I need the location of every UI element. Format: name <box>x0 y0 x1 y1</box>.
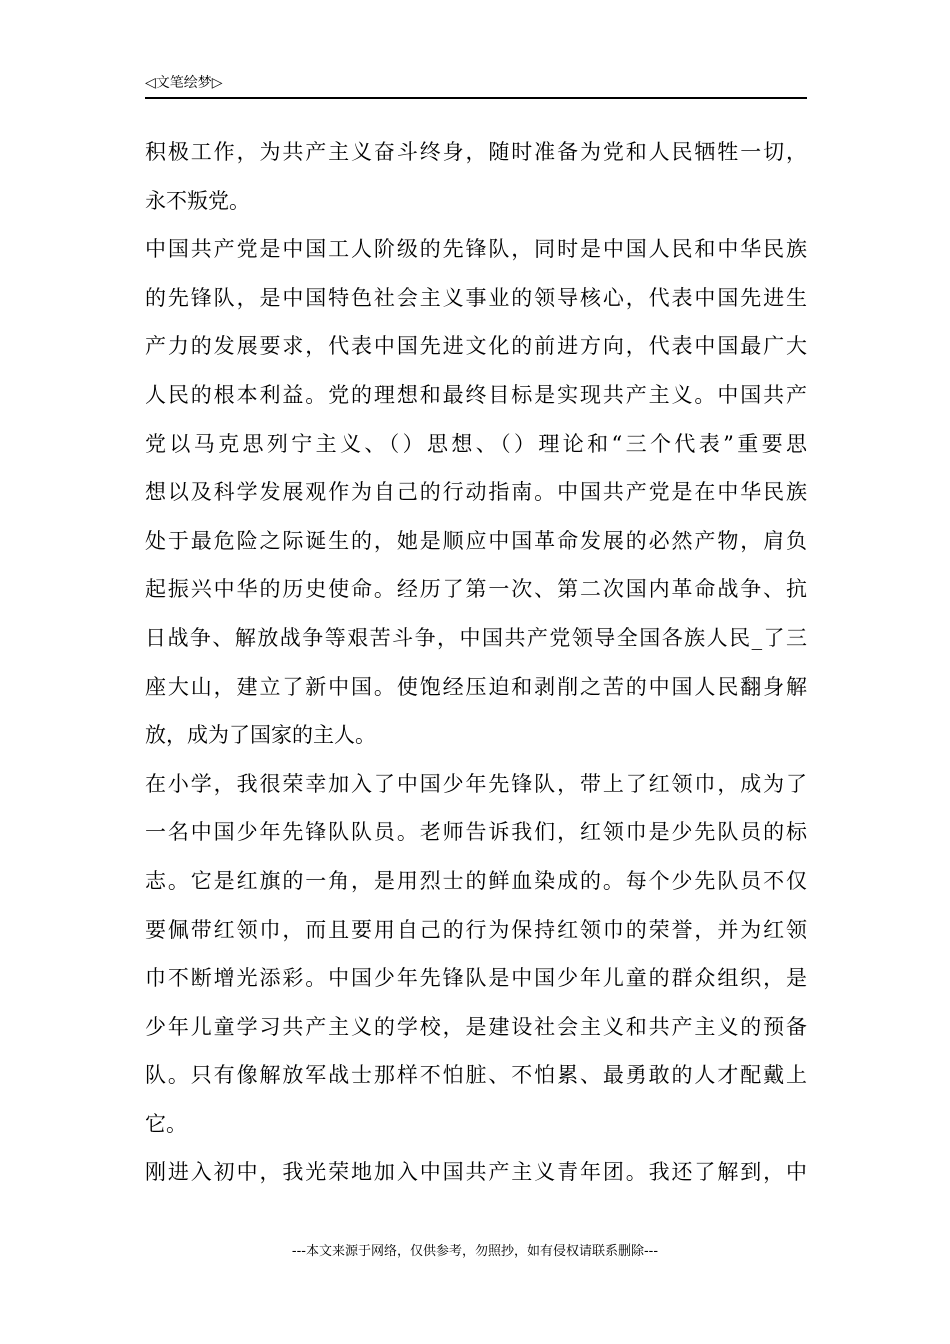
text-line: 积极工作，为共产主义奋斗终身，随时准备为党和人民牺牲一切， <box>145 140 807 164</box>
text-line: 的先锋队，是中国特色社会主义事业的领导核心，代表中国先进生 <box>145 285 807 310</box>
text-line: 中国共产党是中国工人阶级的先锋队，同时是中国人民和中华民族 <box>145 237 807 262</box>
text-line: 产力的发展要求，代表中国先进文化的前进方向，代表中国最广大 <box>145 334 807 359</box>
text-line: 队。只有像解放军战士那样不怕脏、不怕累、最勇敢的人才配戴上 <box>145 1063 807 1088</box>
text-line: 一名中国少年先锋队队员。老师告诉我们，红领巾是少先队员的标 <box>145 820 807 845</box>
text-line: 起振兴中华的历史使命。经历了第一次、第二次国内革命战争、抗 <box>145 577 807 602</box>
text-line: 座大山，建立了新中国。使饱经压迫和剥削之苦的中国人民翻身解 <box>145 674 807 699</box>
text-line: 它。 <box>145 1111 187 1136</box>
text-line: 处于最危险之际诞生的，她是顺应中国革命发展的必然产物，肩负 <box>145 528 807 553</box>
text-line: 永不叛党。 <box>145 188 250 213</box>
document-body <box>145 128 807 1197</box>
header-title: ◁文笔绘梦▷ <box>145 75 223 91</box>
text-line: 刚进入初中，我光荣地加入中国共产主义青年团。我还了解到，中 <box>145 1160 807 1185</box>
text-line: 巾不断增光添彩。中国少年先锋队是中国少年儿童的群众组织，是 <box>145 966 807 991</box>
text-line: 党以马克思列宁主义、（）思想、（）理论和“三个代表”重要思 <box>145 431 807 456</box>
text-line: 志。它是红旗的一角，是用烈士的鲜血染成的。每个少先队员不仅 <box>145 868 807 893</box>
page-footer: ---本文来源于网络，仅供参考，勿照抄，如有侵权请联系删除--- <box>291 1244 659 1259</box>
text-line: 放，成为了国家的主人。 <box>145 723 376 748</box>
text-line: 想以及科学发展观作为自己的行动指南。中国共产党是在中华民族 <box>145 480 807 505</box>
text-line: 少年儿童学习共产主义的学校，是建设社会主义和共产主义的预备 <box>145 1014 807 1039</box>
page-header <box>145 72 807 99</box>
text-line: 人民的根本利益。党的理想和最终目标是实现共产主义。中国共产 <box>145 382 807 407</box>
text-line: 日战争、解放战争等艰苦斗争，中国共产党领导全国各族人民_了三 <box>145 625 807 650</box>
text-line: 要佩带红领巾，而且要用自己的行为保持红领巾的荣誉，并为红领 <box>145 917 807 942</box>
text-line: 在小学，我很荣幸加入了中国少年先锋队，带上了红领巾，成为了 <box>145 771 807 796</box>
